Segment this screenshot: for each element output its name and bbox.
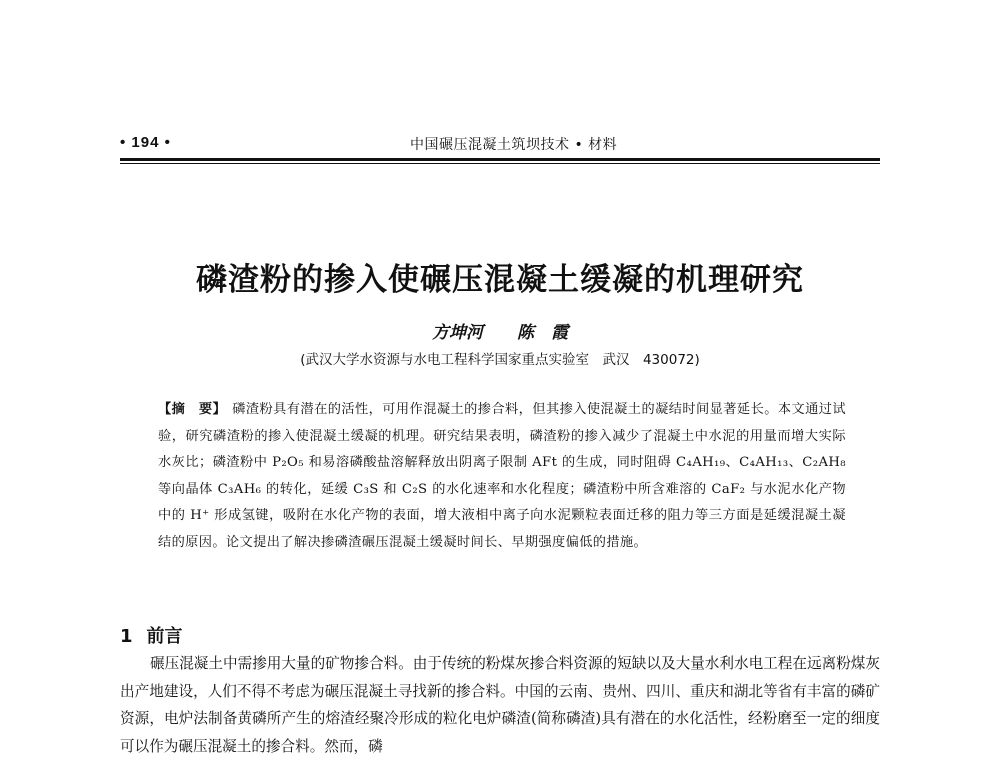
author-name: 陈 霞 xyxy=(516,323,568,343)
section-heading xyxy=(120,622,183,648)
abstract xyxy=(158,397,846,556)
section-body-text: 碾压混凝土中需掺用大量的矿物掺合料。由于传统的粉煤灰掺合料资源的短缺以及大量水利水电工程在远离粉煤灰出产地建设，人们不得不考虑为碾压混凝土寻找新的掺合料。中国的云南、贵州、四川、重庆和湖北等省有丰富的磷矿资源，电炉法制备黄磷所产生的熔渣经聚冷形成的粒化电炉磷渣(简称磷渣)具有潜在的水化活性，经粉磨至一定的细度可以作为碾压混凝土的掺合料。然而，磷 xyxy=(120,655,880,755)
abstract-label: 【摘 要】 xyxy=(158,402,227,417)
abstract-text: 磷渣粉具有潜在的活性，可用作混凝土的掺合料，但其掺入使混凝土的凝结时间显著延长。本文通过试验，研究磷渣粉的掺入使混凝土缓凝的机理。研究结果表明，磷渣粉的掺入减少了混凝土中水泥的用量而增大实际水灰比；磷渣粉中 P₂O₅ 和易溶磷酸盐溶解释放出阴离子限制 AFt 的生成，同时阻碍 C₄AH₁₉、C₄AH₁₃、C₂AH₈ 等向晶体 C₃AH₆ 的转化，延缓 C₃S 和 C₂S 的水化速率和水化程度；磷渣粉中所含难溶的 CaF₂ 与水泥水化产物中的 H⁺ 形成氢键，吸附在水化产物的表面，增大液相中离子向水泥颗粒表面迁移的阻力等三方面是延缓混凝土凝结的原因。论文提出了解决掺磷渣碾压混凝土缓凝时间长、早期强度偏低的措施。 xyxy=(158,402,847,550)
section-number: 1 xyxy=(120,626,133,647)
page-number: • 194 • xyxy=(120,134,171,151)
section-body xyxy=(120,650,880,760)
author-list xyxy=(0,318,1000,343)
affiliation: (武汉大学水资源与水电工程科学国家重点实验室 武汉 430072) xyxy=(300,352,700,368)
header-rule-thin xyxy=(120,163,880,164)
section-title: 前言 xyxy=(146,626,183,647)
header-rule-thick xyxy=(120,158,880,161)
journal-name: 中国碾压混凝土筑坝技术 • 材料 xyxy=(410,137,618,153)
author-name: 方坤河 xyxy=(432,323,484,343)
running-head xyxy=(120,134,880,156)
paper-title: 磷渣粉的掺入使碾压混凝土缓凝的机理研究 xyxy=(196,262,804,298)
